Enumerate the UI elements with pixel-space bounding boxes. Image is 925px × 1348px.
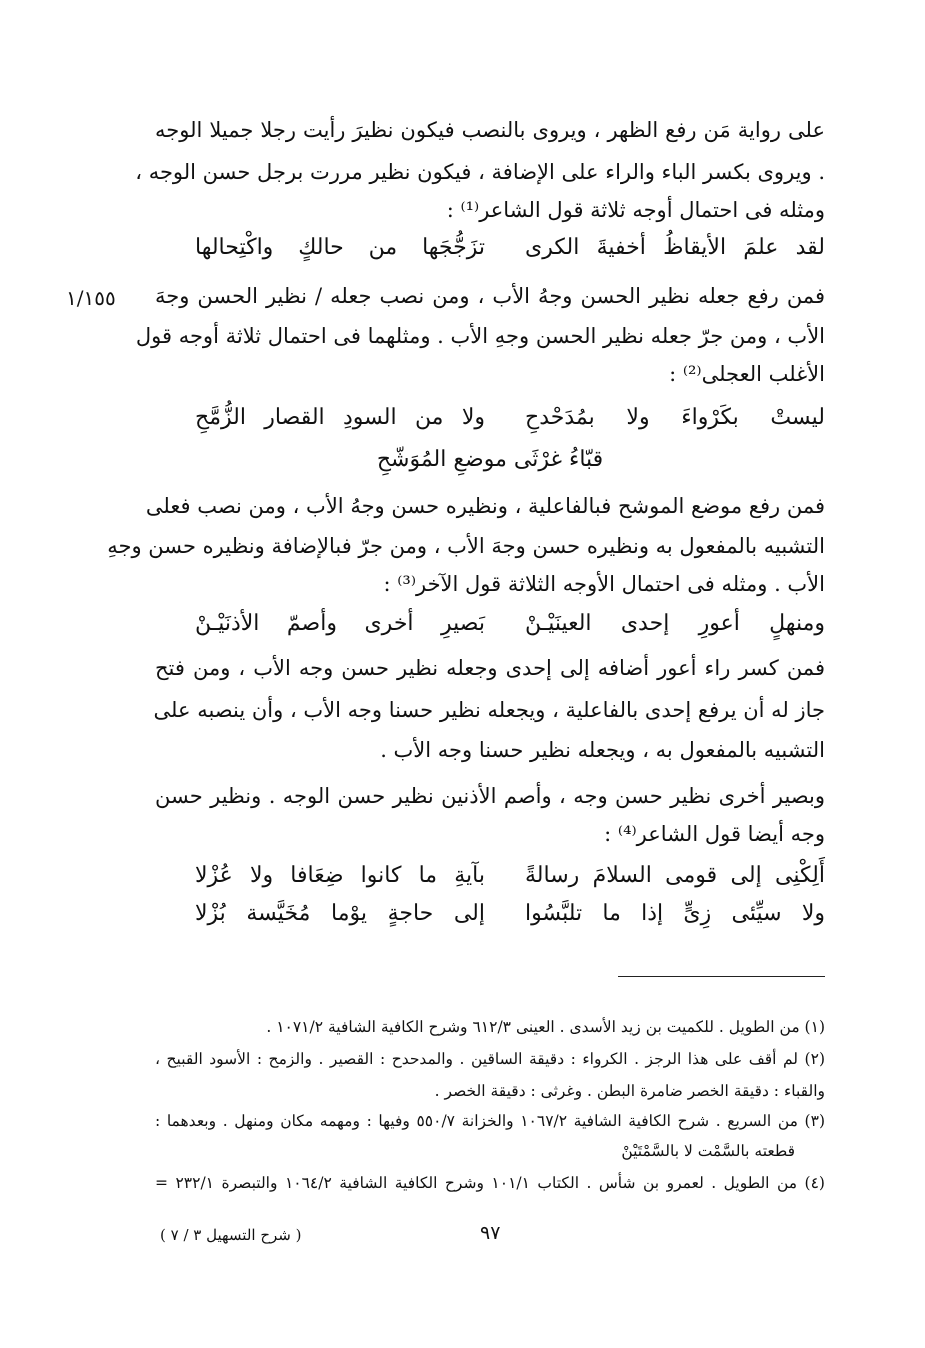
text-line: . ويروى بكسر الباء والراء على الإضافة ، فيكون نظير مررت برجل حسن الوجه ،	[135, 160, 825, 184]
verse-hemistich-right: أَلِكْنِى إلى قومى السلامَ رسالةً	[525, 863, 825, 888]
verse-single-line: قبّاءُ غرْثَى موضعِ المُوَشّحِ	[376, 447, 604, 472]
verse-hemistich-left: بَصيرِ أخرى وأصمّ الأذنَيْـنْ	[195, 611, 485, 636]
text-line: وجه أيضا قول الشاعر⁽⁴⁾ :	[604, 822, 825, 846]
main-text	[107, 0, 825, 960]
footnote: والقباء : دقيقة الخصر ضامرة البطن . وغرثى : دقيقة الخصر .	[434, 1082, 825, 1100]
text-line: ومثله فى احتمال أوجه ثلاثة قول الشاعر⁽¹⁾ :	[446, 198, 825, 222]
verse-hemistich-left: تزَجُّجَها من حالكٍ واكْتِحالها	[195, 235, 485, 260]
margin-page-reference: ١/١٥٥	[66, 286, 116, 310]
text-line: الأغلب العجلى⁽²⁾ :	[669, 362, 825, 386]
text-line: الأب . ومثله فى احتمال الأوجه الثلاثة قول الآخر⁽³⁾ :	[383, 572, 825, 596]
verse-hemistich-right: ليستْ بكَرْواءَ ولا بمُدَحْدحِ	[525, 405, 825, 430]
footnote: (١) من الطويل . للكميت بن زيد الأسدى . العينى ٦١٢/٣ وشرح الكافية الشافية ١٠٧١/٢ .	[266, 1018, 825, 1036]
text-line: التشبيه بالمفعول به ونظيره حسن وجهَ الأب ، ومن جرّ فبالإضافة ونظيره حسن وجهِ	[107, 534, 825, 558]
text-line: فمن كسر راء أعور أضافه إلى إحدى وجعله نظير حسن وجه الأب ، ومن فتح	[155, 656, 825, 680]
footnote-separator	[618, 976, 825, 977]
text-line: على رواية مَن رفع الظهر ، ويروى بالنصب فيكون نظيرَ رأيت رجلا جميلا الوجه	[155, 118, 825, 142]
verse-hemistich-right: لقد علمَ الأيقاظُ أخفيةَ الكرى	[525, 235, 825, 260]
footnote: (٤) من الطويل . لعمرو بن شأس . الكتاب ١٠١/١ وشرح الكافية الشافية ١٠٦٤/٢ والتبصرة ٢٣٢/١ =	[155, 1174, 825, 1192]
verse-hemistich-right: ولا سيِّئى زِىٍّ إذا ما تلبَّسُوا	[525, 901, 825, 926]
verse-hemistich-left: بآيةِ ما كانوا ضِعَافا ولا عُزْلا	[195, 863, 485, 888]
page-number: ٩٧	[480, 1222, 501, 1244]
footnote: (٢) لم أقف على هذا الرجز . الكرواء : دقيقة الساقين . والمدحدح : القصير . والزمح : الأسود القبيح ،	[155, 1050, 825, 1068]
footnote: قطعته بالسَّمْت لا بالسَّمْتَيْنْ	[621, 1142, 795, 1160]
text-line: فمن رفع موضع الموشح فبالفاعلية ، ونظيره حسن وجهُ الأب ، ومن نصب فعلى	[145, 494, 825, 518]
running-title: ( شرح التسهيل ٣ / ٧ )	[160, 1226, 302, 1244]
text-line: جاز له أن يرفع إحدى بالفاعلية ، ويجعله نظير حسنا وجه الأب ، وأن ينصبه على	[153, 698, 825, 722]
text-line: وبصير أخرى نظير حسن وجه ، وأصم الأذنين نظير حسن الوجه . ونظير حسن	[155, 784, 825, 808]
verse-hemistich-left: ولا من السودِ القصار الزُّمَّحِ	[195, 405, 485, 430]
verse-hemistich-left: إلى حاجةٍ يوْما مُخَيَّسة بُزْلا	[195, 901, 485, 926]
verse-hemistich-right: ومنهلٍ أعورِ إحدى العينَيْـنْ	[525, 611, 825, 636]
text-line: التشبيه بالمفعول به ، ويجعله نظير حسنا وجه الأب .	[380, 738, 825, 762]
text-line: فمن رفع جعله نظير الحسن وجهُ الأب ، ومن نصب جعله / نظير الحسن وجهَ	[155, 284, 825, 308]
text-line: الأب ، ومن جرّ جعله نظير الحسن وجهِ الأب . ومثلهما فى احتمال ثلاثة أوجه قول	[135, 324, 825, 348]
footnote: (٣) من السريع . شرح الكافية الشافية ١٠٦٧/٢ والخزانة ٥٥٠/٧ وفيها : ومهمه مكان ومنهل . وبعدهما :	[155, 1112, 825, 1130]
